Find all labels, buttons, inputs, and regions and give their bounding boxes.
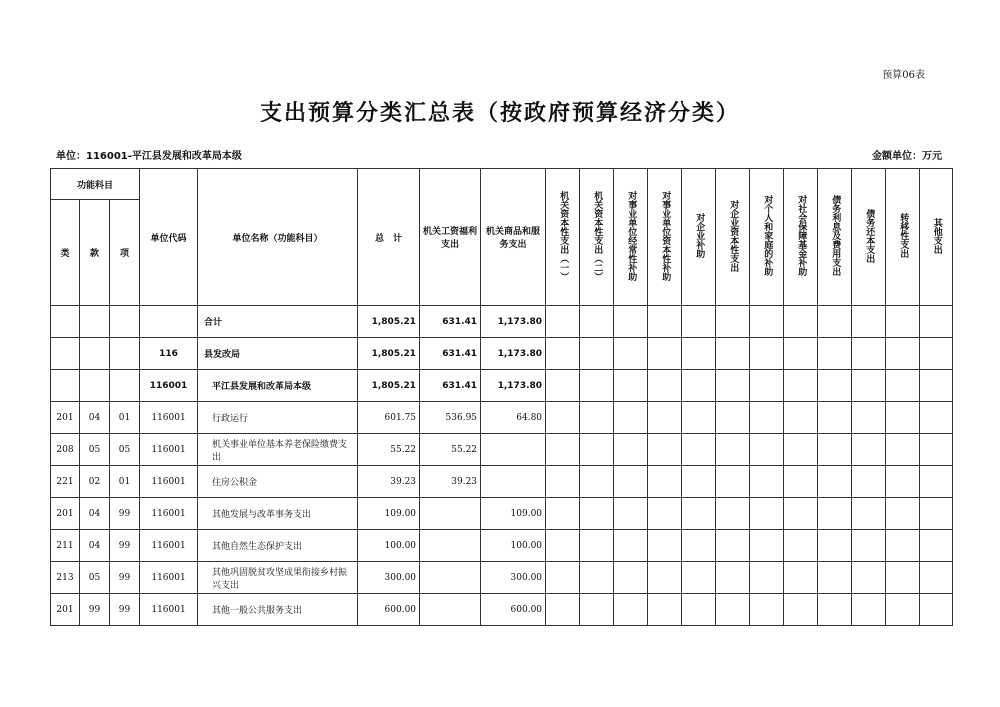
cell-total: 1,805.21: [358, 370, 420, 402]
cell-empty: [580, 498, 614, 530]
header-family-subsidy: 对个人和家庭的补助: [762, 195, 773, 276]
cell-lei: [51, 306, 80, 338]
cell-empty: [784, 402, 818, 434]
cell-empty: [750, 434, 784, 466]
cell-kuan: [80, 370, 110, 402]
header-function-group: 功能科目: [51, 169, 140, 200]
cell-unit-name: 行政运行: [198, 402, 358, 434]
cell-empty: [546, 562, 580, 594]
cell-empty: [580, 306, 614, 338]
cell-empty: [920, 306, 953, 338]
cell-empty: [580, 338, 614, 370]
cell-empty: [818, 434, 852, 466]
cell-empty: [546, 434, 580, 466]
cell-empty: [546, 370, 580, 402]
cell-empty: [750, 338, 784, 370]
cell-wage: 536.95: [420, 402, 481, 434]
cell-xiang: 05: [110, 434, 140, 466]
cell-empty: [648, 402, 682, 434]
cell-unit-name: 合计: [198, 306, 358, 338]
cell-goods: 100.00: [481, 530, 546, 562]
cell-empty: [920, 466, 953, 498]
cell-empty: [716, 498, 750, 530]
cell-empty: [818, 466, 852, 498]
cell-xiang: 01: [110, 466, 140, 498]
cell-total: 39.23: [358, 466, 420, 498]
cell-empty: [614, 562, 648, 594]
cell-empty: [886, 466, 920, 498]
header-debt-interest: 债务利息及费用支出: [830, 195, 841, 276]
header-enterprise-capital: 对企业资本性支出: [728, 199, 739, 272]
cell-unit-code: 116001: [140, 434, 198, 466]
cell-goods: 600.00: [481, 594, 546, 626]
cell-xiang: 99: [110, 594, 140, 626]
cell-empty: [784, 594, 818, 626]
cell-empty: [784, 306, 818, 338]
cell-empty: [920, 338, 953, 370]
cell-empty: [716, 402, 750, 434]
cell-unit-name: 住房公积金: [198, 466, 358, 498]
cell-wage: [420, 498, 481, 530]
cell-xiang: 99: [110, 562, 140, 594]
cell-empty: [580, 402, 614, 434]
cell-kuan: 04: [80, 402, 110, 434]
cell-empty: [716, 530, 750, 562]
cell-unit-code: 116001: [140, 370, 198, 402]
cell-empty: [614, 402, 648, 434]
cell-empty: [818, 370, 852, 402]
table-row: [51, 402, 953, 434]
cell-empty: [580, 434, 614, 466]
cell-empty: [614, 530, 648, 562]
cell-empty: [580, 530, 614, 562]
cell-empty: [784, 338, 818, 370]
table-row: [51, 530, 953, 562]
cell-empty: [682, 306, 716, 338]
cell-xiang: [110, 306, 140, 338]
cell-empty: [648, 594, 682, 626]
cell-empty: [818, 530, 852, 562]
cell-empty: [750, 530, 784, 562]
cell-kuan: [80, 306, 110, 338]
cell-unit-code: 116001: [140, 530, 198, 562]
cell-empty: [614, 306, 648, 338]
cell-goods: 1,173.80: [481, 338, 546, 370]
cell-unit-code: [140, 306, 198, 338]
unit-label: 单位：116001-平江县发展和改革局本级: [56, 151, 242, 162]
cell-empty: [716, 434, 750, 466]
cell-empty: [784, 466, 818, 498]
cell-empty: [784, 562, 818, 594]
cell-kuan: [80, 338, 110, 370]
page-title: 支出预算分类汇总表（按政府预算经济分类）: [259, 101, 740, 126]
cell-empty: [886, 498, 920, 530]
cell-empty: [852, 434, 886, 466]
cell-empty: [784, 370, 818, 402]
cell-empty: [886, 594, 920, 626]
cell-total: 55.22: [358, 434, 420, 466]
cell-wage: 39.23: [420, 466, 481, 498]
cell-empty: [886, 402, 920, 434]
cell-empty: [716, 594, 750, 626]
cell-xiang: [110, 370, 140, 402]
cell-empty: [750, 370, 784, 402]
cell-unit-code: 116001: [140, 402, 198, 434]
cell-empty: [648, 498, 682, 530]
cell-empty: [920, 402, 953, 434]
cell-empty: [818, 402, 852, 434]
cell-unit-code: 116001: [140, 498, 198, 530]
cell-lei: 201: [51, 594, 80, 626]
cell-empty: [614, 434, 648, 466]
cell-empty: [580, 466, 614, 498]
cell-goods: [481, 466, 546, 498]
cell-empty: [886, 434, 920, 466]
table-row: [51, 562, 953, 594]
cell-empty: [546, 594, 580, 626]
cell-total: 1,805.21: [358, 306, 420, 338]
cell-empty: [750, 562, 784, 594]
cell-empty: [682, 594, 716, 626]
cell-empty: [920, 530, 953, 562]
money-unit-label: 金额单位：万元: [872, 151, 942, 162]
cell-empty: [750, 306, 784, 338]
cell-unit-name: 机关事业单位基本养老保险缴费支出: [198, 434, 358, 466]
cell-total: 600.00: [358, 594, 420, 626]
cell-wage: 631.41: [420, 370, 481, 402]
cell-lei: 201: [51, 402, 80, 434]
cell-empty: [750, 402, 784, 434]
cell-empty: [546, 498, 580, 530]
header-total: 总 计: [358, 169, 420, 306]
cell-empty: [716, 370, 750, 402]
cell-kuan: 04: [80, 498, 110, 530]
cell-kuan: 04: [80, 530, 110, 562]
cell-empty: [852, 562, 886, 594]
cell-empty: [682, 338, 716, 370]
cell-empty: [750, 498, 784, 530]
cell-empty: [818, 338, 852, 370]
cell-empty: [750, 594, 784, 626]
cell-empty: [750, 466, 784, 498]
header-goods: 机关商品和服务支出: [481, 169, 546, 306]
cell-empty: [614, 338, 648, 370]
cell-xiang: [110, 338, 140, 370]
cell-empty: [682, 498, 716, 530]
cell-unit-name: 平江县发展和改革局本级: [198, 370, 358, 402]
cell-empty: [614, 370, 648, 402]
cell-goods: 109.00: [481, 498, 546, 530]
cell-kuan: 99: [80, 594, 110, 626]
cell-empty: [886, 562, 920, 594]
cell-empty: [818, 306, 852, 338]
cell-empty: [784, 530, 818, 562]
cell-empty: [852, 370, 886, 402]
cell-goods: 64.80: [481, 402, 546, 434]
cell-goods: 1,173.80: [481, 370, 546, 402]
table-row: [51, 338, 953, 370]
cell-empty: [682, 370, 716, 402]
budget-table: [50, 168, 953, 626]
table-row: [51, 370, 953, 402]
header-kuan: 款: [80, 200, 110, 306]
table-row: [51, 434, 953, 466]
cell-empty: [546, 338, 580, 370]
cell-empty: [852, 306, 886, 338]
header-unit-code: 单位代码: [140, 169, 198, 306]
cell-empty: [682, 402, 716, 434]
cell-empty: [716, 466, 750, 498]
cell-unit-name: 其他发展与改革事务支出: [198, 498, 358, 530]
cell-lei: [51, 338, 80, 370]
header-capital-1: 机关资本性支出（一）: [558, 190, 569, 281]
cell-lei: [51, 370, 80, 402]
cell-wage: [420, 594, 481, 626]
cell-empty: [920, 370, 953, 402]
header-capital-2: 机关资本性支出（二）: [592, 190, 603, 281]
cell-empty: [784, 498, 818, 530]
cell-empty: [648, 370, 682, 402]
cell-empty: [682, 466, 716, 498]
cell-unit-code: 116001: [140, 466, 198, 498]
cell-goods: 1,173.80: [481, 306, 546, 338]
table-row: [51, 594, 953, 626]
form-number: 预算06表: [882, 70, 925, 81]
cell-wage: [420, 530, 481, 562]
cell-empty: [852, 338, 886, 370]
cell-wage: 55.22: [420, 434, 481, 466]
cell-kuan: 05: [80, 562, 110, 594]
cell-empty: [886, 370, 920, 402]
cell-empty: [614, 466, 648, 498]
cell-empty: [580, 370, 614, 402]
header-xiang: 项: [110, 200, 140, 306]
cell-empty: [614, 594, 648, 626]
table-row: [51, 498, 953, 530]
cell-total: 109.00: [358, 498, 420, 530]
cell-empty: [546, 402, 580, 434]
cell-lei: 221: [51, 466, 80, 498]
cell-empty: [852, 530, 886, 562]
header-transfer: 转移性支出: [898, 213, 909, 258]
cell-empty: [546, 466, 580, 498]
cell-empty: [920, 434, 953, 466]
cell-empty: [852, 402, 886, 434]
header-institution-regular: 对事业单位经常性补助: [626, 190, 637, 281]
cell-unit-name: 县发改局: [198, 338, 358, 370]
cell-empty: [648, 562, 682, 594]
cell-empty: [920, 562, 953, 594]
cell-unit-code: 116001: [140, 594, 198, 626]
cell-empty: [852, 498, 886, 530]
cell-lei: 208: [51, 434, 80, 466]
cell-empty: [920, 594, 953, 626]
header-wage: 机关工资福利支出: [420, 169, 481, 306]
cell-empty: [716, 562, 750, 594]
cell-total: 601.75: [358, 402, 420, 434]
cell-goods: [481, 434, 546, 466]
header-unit-name: 单位名称（功能科目）: [198, 169, 358, 306]
cell-empty: [648, 530, 682, 562]
cell-empty: [716, 306, 750, 338]
cell-wage: 631.41: [420, 306, 481, 338]
header-institution-capital: 对事业单位资本性补助: [660, 190, 671, 281]
cell-empty: [886, 530, 920, 562]
cell-lei: 213: [51, 562, 80, 594]
cell-xiang: 01: [110, 402, 140, 434]
cell-empty: [682, 434, 716, 466]
cell-empty: [648, 338, 682, 370]
header-lei: 类: [51, 200, 80, 306]
cell-kuan: 05: [80, 434, 110, 466]
cell-xiang: 99: [110, 498, 140, 530]
table-row: [51, 306, 953, 338]
table-row: [51, 466, 953, 498]
cell-empty: [852, 594, 886, 626]
header-debt-repayment: 债务还本支出: [864, 208, 875, 263]
cell-empty: [580, 594, 614, 626]
cell-empty: [682, 530, 716, 562]
cell-total: 300.00: [358, 562, 420, 594]
cell-empty: [886, 338, 920, 370]
cell-empty: [716, 338, 750, 370]
cell-lei: 201: [51, 498, 80, 530]
cell-empty: [648, 306, 682, 338]
cell-empty: [784, 434, 818, 466]
cell-total: 100.00: [358, 530, 420, 562]
header-social-security: 对社会保障基金补助: [796, 195, 807, 276]
cell-empty: [852, 466, 886, 498]
cell-total: 1,805.21: [358, 338, 420, 370]
cell-wage: [420, 562, 481, 594]
cell-empty: [682, 562, 716, 594]
cell-empty: [546, 306, 580, 338]
cell-empty: [886, 306, 920, 338]
cell-kuan: 02: [80, 466, 110, 498]
cell-empty: [546, 530, 580, 562]
cell-unit-code: 116: [140, 338, 198, 370]
cell-empty: [920, 498, 953, 530]
cell-goods: 300.00: [481, 562, 546, 594]
cell-unit-code: 116001: [140, 562, 198, 594]
cell-wage: 631.41: [420, 338, 481, 370]
cell-empty: [648, 466, 682, 498]
cell-empty: [648, 434, 682, 466]
cell-empty: [818, 594, 852, 626]
cell-lei: 211: [51, 530, 80, 562]
cell-empty: [614, 498, 648, 530]
header-enterprise-subsidy: 对企业补助: [694, 213, 705, 258]
cell-empty: [580, 562, 614, 594]
header-other: 其他支出: [931, 217, 942, 254]
cell-unit-name: 其他巩固脱贫攻坚成果衔接乡村振兴支出: [198, 562, 358, 594]
cell-unit-name: 其他一般公共服务支出: [198, 594, 358, 626]
cell-empty: [818, 498, 852, 530]
cell-xiang: 99: [110, 530, 140, 562]
cell-empty: [818, 562, 852, 594]
cell-unit-name: 其他自然生态保护支出: [198, 530, 358, 562]
